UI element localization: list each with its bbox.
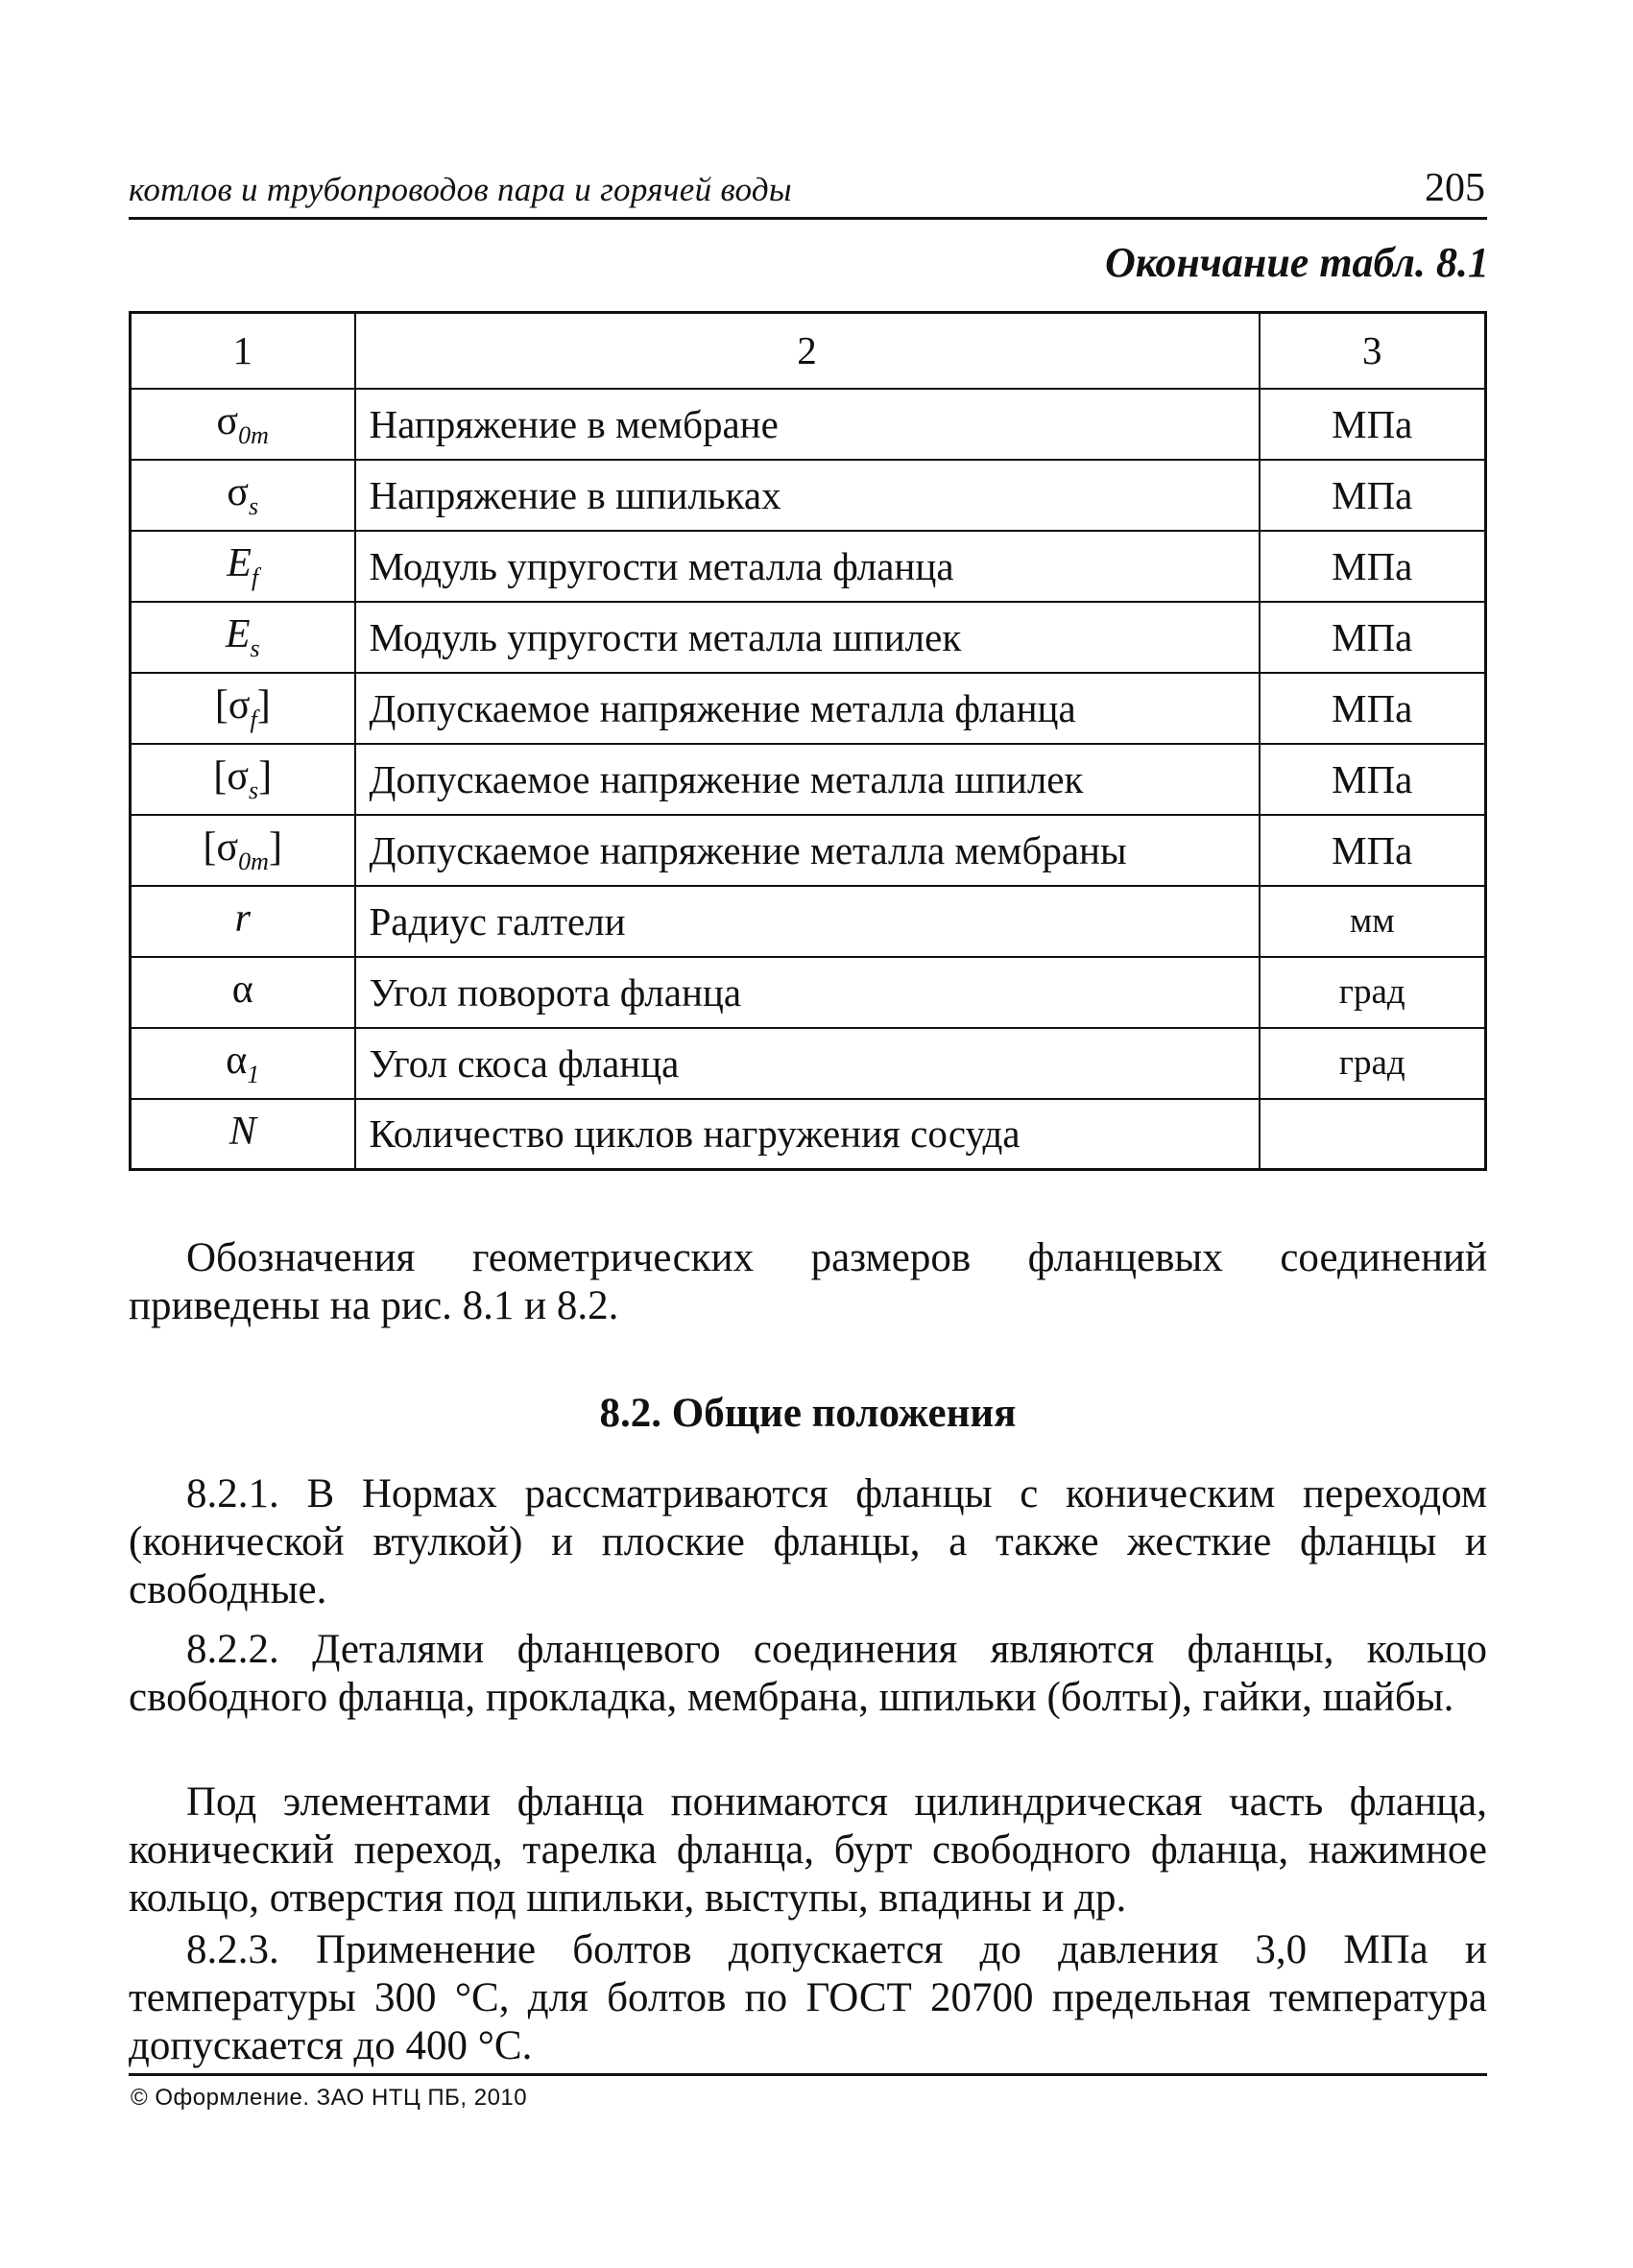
- intro-paragraph: Обозначения геометрических размеров фланцевых соединений приведены на рис. 8.1 и 8.2.: [129, 1235, 1487, 1328]
- symbol-cell: [131, 815, 355, 886]
- symbol-subscript: 0m: [238, 848, 269, 875]
- symbol-main: α: [231, 967, 253, 1012]
- footer-copyright: © Оформление. ЗАО НТЦ ПБ, 2010: [131, 2085, 528, 2111]
- unit-cell: МПа: [1260, 815, 1486, 886]
- description-cell: Модуль упругости металла фланца: [355, 531, 1260, 602]
- symbol-main: σ: [216, 399, 239, 443]
- symbol-cell: [131, 744, 355, 815]
- paragraph-8-2-2: 8.2.2. Деталями фланцевого соединения являются фланцы, кольцо свободного фланца, прокладка, мембрана, шпильки (болты), гайки, шайбы.: [129, 1627, 1487, 1720]
- description-cell: Радиус галтели: [355, 886, 1260, 957]
- symbol-subscript: 0m: [238, 421, 269, 449]
- page-number: 205: [1425, 166, 1485, 210]
- table-caption: Окончание табл. 8.1: [1104, 239, 1489, 286]
- symbol-subscript: s: [249, 776, 259, 804]
- symbol-cell: [131, 389, 355, 460]
- symbol-bracket-open: [: [203, 825, 217, 870]
- symbol-cell: [131, 1028, 355, 1099]
- symbol-bracket-close: ]: [256, 683, 271, 728]
- paragraph-8-2-3: 8.2.3. Применение болтов допускается до давления 3,0 МПа и температуры 300 °С, для болтов по ГОСТ 20700 предельная температура допускается до 400 °С.: [129, 1927, 1487, 2068]
- table-body: [131, 389, 1486, 1170]
- symbol-cell: [131, 957, 355, 1028]
- section-heading: 8.2. Общие положения: [599, 1391, 1017, 1436]
- symbol-subscript: 1: [247, 1061, 260, 1088]
- table-row: [131, 389, 1486, 460]
- unit-cell: МПа: [1260, 460, 1486, 531]
- symbol-main: σ: [216, 825, 239, 870]
- description-cell: Напряжение в мембране: [355, 389, 1260, 460]
- column-header: 1: [131, 313, 355, 389]
- symbol-main: σ: [227, 754, 249, 799]
- table-row: [131, 744, 1486, 815]
- symbol-bracket-close: ]: [258, 754, 273, 799]
- table-row: [131, 1028, 1486, 1099]
- symbol-bracket-close: ]: [268, 825, 282, 870]
- symbol-cell: [131, 1099, 355, 1170]
- symbol-main: σ: [227, 470, 249, 514]
- symbol-main: r: [234, 896, 251, 941]
- symbol-main: E: [225, 612, 251, 657]
- description-cell: Угол скоса фланца: [355, 1028, 1260, 1099]
- symbol-cell: [131, 531, 355, 602]
- table-row: [131, 1099, 1486, 1170]
- unit-cell: мм: [1260, 886, 1486, 957]
- paragraph-8-2-1: 8.2.1. В Нормах рассматриваются фланцы с коническим переходом (конической втулкой) и плоские фланцы, а также жесткие фланцы и свободные.: [129, 1471, 1487, 1612]
- table-row: [131, 815, 1486, 886]
- running-title: котлов и трубопроводов пара и горячей воды: [129, 171, 792, 208]
- table-row: [131, 957, 1486, 1028]
- symbol-main: σ: [228, 683, 251, 728]
- parameters-table: [129, 311, 1487, 1171]
- table-row: [131, 460, 1486, 531]
- symbol-main: N: [228, 1109, 256, 1154]
- unit-cell: МПа: [1260, 673, 1486, 744]
- unit-cell: град: [1260, 1028, 1486, 1099]
- description-cell: Допускаемое напряжение металла мембраны: [355, 815, 1260, 886]
- symbol-subscript: f: [250, 705, 257, 733]
- symbol-subscript: f: [251, 563, 259, 591]
- table-row: [131, 602, 1486, 673]
- running-header: [129, 161, 1487, 220]
- table-row: [131, 886, 1486, 957]
- table-header-row: [131, 313, 1486, 389]
- symbol-main: α: [226, 1039, 248, 1083]
- symbol-bracket-open: [: [213, 754, 228, 799]
- description-cell: Количество циклов нагружения сосуда: [355, 1099, 1260, 1170]
- unit-cell: МПа: [1260, 389, 1486, 460]
- table-row: [131, 531, 1486, 602]
- description-cell: Напряжение в шпильках: [355, 460, 1260, 531]
- description-cell: Модуль упругости металла шпилек: [355, 602, 1260, 673]
- unit-cell: [1260, 1099, 1486, 1170]
- unit-cell: МПа: [1260, 602, 1486, 673]
- description-cell: Допускаемое напряжение металла шпилек: [355, 744, 1260, 815]
- unit-cell: МПа: [1260, 744, 1486, 815]
- symbol-main: E: [227, 541, 252, 585]
- description-cell: Угол поворота фланца: [355, 957, 1260, 1028]
- symbol-cell: [131, 673, 355, 744]
- paragraph-elements: Под элементами фланца понимаются цилиндрическая часть фланца, конический переход, тарелка фланца, бурт свободного фланца, нажимное кольцо, отверстия под шпильки, выступы, впадины и др.: [129, 1779, 1487, 1921]
- column-header: 2: [355, 313, 1260, 389]
- symbol-bracket-open: [: [214, 683, 228, 728]
- symbol-subscript: s: [250, 634, 260, 662]
- unit-cell: град: [1260, 957, 1486, 1028]
- description-cell: Допускаемое напряжение металла фланца: [355, 673, 1260, 744]
- column-header: 3: [1260, 313, 1486, 389]
- symbol-cell: [131, 460, 355, 531]
- symbol-subscript: s: [249, 492, 259, 520]
- footer-rule: [129, 2073, 1487, 2076]
- unit-cell: МПа: [1260, 531, 1486, 602]
- symbol-cell: [131, 886, 355, 957]
- symbol-cell: [131, 602, 355, 673]
- table-row: [131, 673, 1486, 744]
